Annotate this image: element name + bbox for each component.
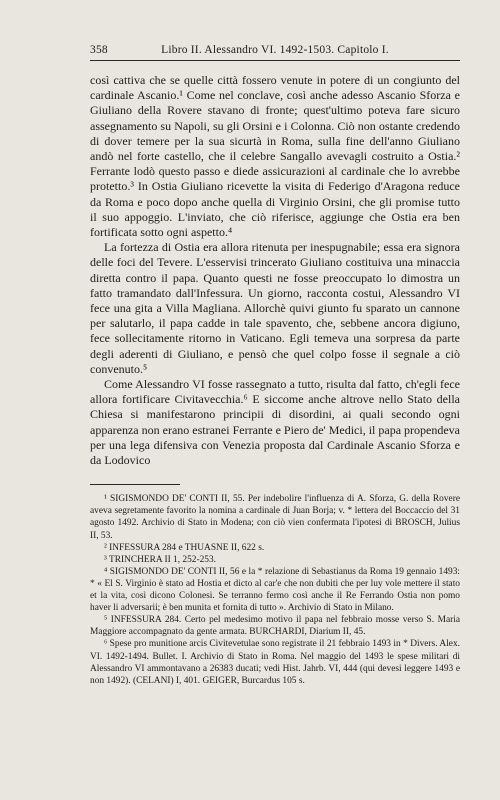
paragraph: La fortezza di Ostia era allora ritenuta per inespugnabile; essa era signora delle foci del Tevere. L'esservisi trincerato Giuliano costituiva una minaccia diretta contro il papa. Quanto questi ne fosse preoccupato lo dimostra un fatto tramandato dall'Infessura. Un giorno, racconta costui, Alessandro VI fece una gita a Villa Magliana. Allorchè quivi giunto fu sparato un cannone per salutarlo, il papa cadde in tale spavento, che, sebbene ancora digiuno, fece sollecitamente ritorno in Vaticano. Egli temeva una sorpresa da parte degli aderenti di Giuliano, e pensò che quel colpo fosse il segnale a ciò convenuto.⁵	[90, 240, 460, 376]
page-number: 358	[90, 44, 108, 56]
footnote: ¹ SIGISMONDO DE' CONTI II, 55. Per indebolire l'influenza di A. Sforza, G. della Rovere aveva segretamente favorito la nomina a cardinale di Juan Borja; v. * lettera del Boccaccio del 31 agosto 1492. Archivio di Stato in Modena; con ciò vien confermata l'ipotesi di BROSCH, Julius II, 53.	[90, 494, 460, 541]
footnote-divider	[90, 484, 180, 485]
main-text	[90, 73, 460, 468]
footnote: ⁴ SIGISMONDO DE' CONTI II, 56 e la * relazione di Sebastianus da Roma 19 gennaio 1493: * « El S. Virginio è stato ad Hostia et dicto al car'e che non dubiti che per luy vole mettere il stato et la vita, così dicono Colonesi. Se terranno fermo così anche il Re Ferrando Ostia non pomo haver li adversarii; è ben munita et fornita di tutto ». Archivio di Stato in Milano.	[90, 566, 460, 614]
running-title: Libro II. Alessandro VI. 1492-1503. Capitolo I.	[161, 44, 389, 56]
footnotes	[90, 493, 460, 687]
running-header	[90, 44, 460, 61]
footnote: ³ TRINCHERA II 1, 252-253.	[104, 554, 217, 565]
footnote: ⁶ Spese pro munitione arcis Civitevetulae sono registrate il 21 febbraio 1493 in * Divers. Alex. VI. 1492-1494. Bullet. I. Archivio di Stato in Roma. Nel maggio del 1493 le spese militari di Alessandro VI ammontavano a 26383 ducati; vedi Hist. Jahrb. VI, 444 (qui devesi leggere 1493 e non 1492). (CELANI) I, 401. GEIGER, Burcardus 105 s.	[90, 639, 460, 686]
paragraph: così cattiva che se quelle città fossero venute in potere di un congiunto del cardinale Ascanio.¹ Come nel conclave, così anche adesso Ascanio Sforza e Giuliano della Rovere stavano di fronte; quest'ultimo poteva fare sicuro assegnamento su Napoli, su gli Orsini e i Colonna. Ciò non ostante credendo di dover temere per la sua sicurtà in Roma, sulla fine dell'anno Giuliano andò nel forte castello, che il celebre Sangallo avevagli costruito a Ostia.² Ferrante lodò questo passo e diede assicurazioni al cardinale che lo avrebbe protetto.³ In Ostia Giuliano ricevette la visita di Federigo d'Aragona reduce da Roma e poco dopo anche quella di Virginio Orsini, che gli promise tutto il suo appoggio. L'inviato, che ciò riferisce, aggiunge che Ostia era ben fortificata sotto ogni aspetto.⁴	[90, 73, 460, 240]
paragraph: Come Alessandro VI fosse rassegnato a tutto, risulta dal fatto, ch'egli fece allora fortificare Civitavecchia.⁶ E siccome anche altrove nello Stato della Chiesa si manifestarono principii di disordini, ai quali secondo ogni apparenza non erano estranei Ferrante e Piero de' Medici, il papa propendeva per una lega difensiva con Venezia proposta dal Cardinale Ascanio Sforza e da Lodovico	[90, 377, 460, 468]
footnote: ⁵ INFESSURA 284. Certo pel medesimo motivo il papa nel febbraio mosse verso S. Maria Maggiore accompagnato da gente armata. BURCHARDI, Diarium II, 45.	[90, 615, 460, 638]
footnote: ² INFESSURA 284 e THUASNE II, 622 s.	[104, 542, 265, 553]
